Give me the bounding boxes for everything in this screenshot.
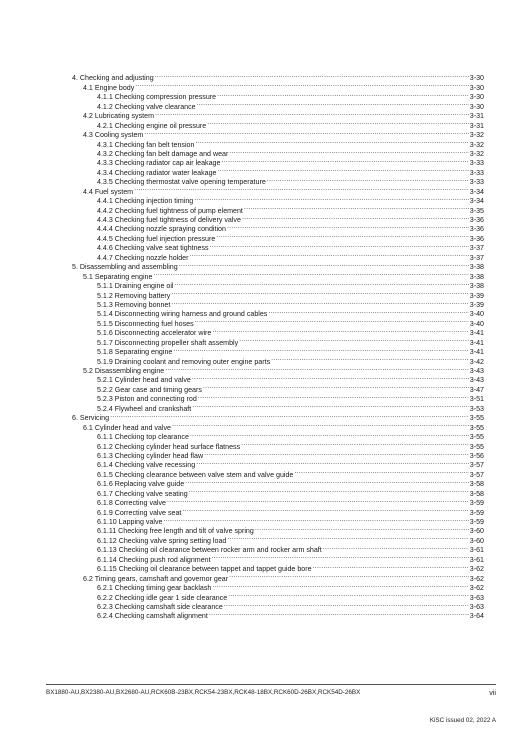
toc-entry-title: 5. Disassembling and assembling: [72, 263, 178, 272]
toc-entry-page: 3-47: [469, 385, 484, 394]
toc-entry-title: 4.2 Lubricating system: [83, 112, 154, 121]
toc-dot-leader: [207, 118, 469, 127]
toc-dot-leader: [192, 401, 469, 410]
toc-dot-leader: [167, 496, 469, 505]
toc-entry-page: 3-33: [469, 168, 484, 177]
toc-dot-leader: [221, 156, 468, 165]
toc-dot-leader: [195, 137, 468, 146]
toc-dot-leader: [196, 458, 469, 467]
toc-entry-title: 4.4.2 Checking fuel tightness of pump element: [97, 206, 243, 215]
toc-dot-leader: [155, 71, 469, 80]
toc-dot-leader: [171, 288, 468, 297]
toc-entry-page: 3-43: [469, 376, 484, 385]
toc-entry-title: 5.1 Separating engine: [83, 272, 153, 281]
toc-entry-title: 5.1.3 Removing bonnet: [97, 300, 171, 309]
toc-entry-page: 3-58: [469, 480, 484, 489]
toc-entry-page: 3-32: [469, 149, 484, 158]
toc-entry-title: 4.4.3 Checking fuel tightness of delivery valve: [97, 216, 241, 224]
toc-entry-title: 5.2.3 Piston and connecting rod: [97, 395, 197, 404]
toc-entry-page: 3-51: [469, 395, 484, 404]
toc-dot-leader: [227, 222, 469, 231]
toc-entry-page: 3-61: [469, 555, 484, 564]
toc-entry-title: 6. Servicing: [72, 414, 110, 423]
toc-entry-page: 3-59: [469, 508, 484, 517]
toc-entry-title: 6.1 Cylinder head and valve: [83, 423, 171, 432]
toc-dot-leader: [212, 581, 468, 590]
toc-entry-page: 3-40: [469, 310, 484, 319]
toc-dot-leader: [192, 373, 469, 382]
toc-entry-page: 3-30: [469, 74, 484, 83]
toc-dot-leader: [153, 269, 468, 278]
toc-entry-title: 6.1.14 Checking push rod alignment: [97, 555, 211, 564]
toc-entry-page: 3-62: [469, 565, 484, 574]
toc-entry-page: 3-41: [469, 338, 484, 347]
toc-dot-leader: [179, 260, 469, 269]
toc-entry-page: 3-53: [469, 404, 484, 413]
toc-entry-title: 6.2.1 Checking timing gear backlash: [97, 584, 212, 593]
toc-entry-page: 3-58: [469, 489, 484, 498]
toc-entry-page: 3-37: [469, 253, 484, 262]
toc-entry-page: 3-55: [469, 442, 484, 451]
toc-entry-title: 6.2.3 Checking camshaft side clearance: [97, 602, 223, 611]
toc-dot-leader: [182, 505, 468, 514]
toc-entry-title: 6.1.9 Correcting valve seat: [97, 508, 182, 517]
toc-dot-leader: [185, 477, 469, 486]
toc-entry-page: 3-30: [469, 83, 484, 92]
toc-entry-title: 4.4.7 Checking nozzle holder: [97, 253, 189, 262]
toc-entry-title: 4. Checking and adjusting: [72, 74, 154, 83]
toc-entry-title: 5.1.6 Disconnecting accelerator wire: [97, 329, 212, 338]
toc-entry-page: 3-56: [469, 451, 484, 460]
toc-entry-page: 3-38: [469, 282, 484, 291]
toc-dot-leader: [239, 335, 469, 344]
toc-entry-title: 6.2 Timing gears, camshaft and governor gear: [83, 574, 229, 583]
toc-entry-title: 5.1.9 Draining coolant and removing outer engine parts: [97, 357, 271, 366]
toc-entry-title: 5.1.8 Separating engine: [97, 348, 173, 357]
toc-entry-title: 6.1.2 Checking cylinder head surface flatness: [97, 442, 241, 451]
toc-dot-leader: [171, 298, 468, 307]
toc-entry-title: 4.4.4 Checking nozzle spraying condition: [97, 225, 226, 234]
toc-entry-page: 3-55: [469, 414, 484, 423]
toc-dot-leader: [209, 609, 469, 618]
toc-dot-leader: [144, 128, 468, 137]
toc-entry-title: 4.1.2 Checking valve clearance: [97, 102, 196, 111]
toc-entry-page: 3-43: [469, 367, 484, 375]
toc-dot-leader: [203, 382, 469, 391]
toc-entry-page: 3-32: [469, 140, 484, 149]
toc-entry-page: 3-33: [469, 178, 484, 187]
toc-dot-leader: [134, 184, 469, 193]
toc-dot-leader: [155, 109, 469, 118]
toc-entry-page: 3-41: [469, 329, 484, 338]
toc-entry-page: 3-63: [469, 593, 484, 602]
toc-entry-title: 6.1.4 Checking valve recessing: [97, 461, 196, 470]
toc-entry-title: 5.1.7 Disconnecting propeller shaft assembly: [97, 338, 239, 347]
toc-entry-title: 5.2.4 Flywheel and crankshaft: [97, 404, 192, 413]
toc-dot-leader: [228, 590, 469, 599]
toc-entry-page: 3-34: [469, 187, 484, 196]
toc-entry-page: 3-41: [469, 348, 484, 357]
toc-dot-leader: [165, 364, 469, 373]
toc-entry-title: 4.4.1 Checking injection timing: [97, 197, 194, 206]
toc-entry-title: 6.1.15 Checking oil clearance between tappet and tappet guide bore: [97, 565, 312, 574]
toc-dot-leader: [217, 90, 469, 99]
issue-note: KiSC issued 02, 2022 A: [429, 717, 496, 724]
toc-entry-title: 4.4.6 Checking valve seat tightness: [97, 244, 209, 253]
toc-dot-leader: [224, 600, 469, 609]
toc-entry-page: 3-34: [469, 197, 484, 206]
toc-entry-title: 6.1.7 Checking valve seating: [97, 489, 188, 498]
toc-dot-leader: [242, 213, 469, 222]
table-of-contents: [72, 71, 484, 621]
toc-dot-leader: [255, 524, 469, 533]
toc-dot-leader: [173, 345, 468, 354]
toc-dot-leader: [268, 307, 468, 316]
toc-dot-leader: [190, 250, 469, 259]
toc-dot-leader: [172, 420, 469, 429]
toc-entry-page: 3-59: [469, 518, 484, 526]
footer-divider: [46, 684, 496, 685]
toc-entry-page: 3-60: [469, 527, 484, 536]
toc-dot-leader: [210, 241, 469, 250]
toc-entry-title: 4.3 Cooling system: [83, 131, 144, 140]
toc-entry-page: 3-62: [469, 584, 484, 593]
toc-entry-page: 3-32: [469, 131, 484, 140]
toc-entry-title: 6.1.6 Replacing valve guide: [97, 480, 185, 489]
toc-entry-title: 5.1.5 Disconnecting fuel hoses: [97, 319, 194, 328]
toc-dot-leader: [267, 175, 469, 184]
toc-entry-page: 3-55: [469, 433, 484, 442]
toc-dot-leader: [271, 354, 469, 363]
toc-entry[interactable]: [72, 71, 484, 83]
toc-entry-title: 4.3.3 Checking radiator cap air leakage: [97, 159, 221, 168]
toc-dot-leader: [189, 486, 469, 495]
toc-entry-title: 6.1.11 Checking free length and tilt of valve spring: [97, 527, 254, 536]
toc-entry-page: 3-38: [469, 263, 484, 272]
toc-entry-title: 6.1.12 Checking valve spring setting load: [97, 536, 227, 545]
toc-entry[interactable]: [72, 411, 484, 423]
toc-entry-page: 3-36: [469, 225, 484, 234]
toc-entry[interactable]: [72, 420, 484, 432]
toc-entry-page: 3-31: [469, 121, 484, 130]
toc-dot-leader: [175, 279, 469, 288]
toc-entry-title: 4.1 Engine body: [83, 83, 135, 92]
toc-entry-title: 5.2.1 Cylinder head and valve: [97, 376, 191, 385]
toc-entry-page: 3-38: [469, 272, 484, 281]
toc-entry-page: 3-63: [469, 602, 484, 611]
toc-dot-leader: [241, 439, 469, 448]
toc-dot-leader: [163, 515, 468, 524]
toc-entry-title: 6.1.10 Lapping valve: [97, 518, 163, 526]
toc-entry-page: 3-59: [469, 499, 484, 508]
toc-entry-page: 3-31: [469, 112, 484, 121]
toc-entry-title: 6.1.8 Correcting valve: [97, 499, 167, 508]
toc-entry-page: 3-57: [469, 470, 484, 479]
toc-dot-leader: [204, 449, 469, 458]
toc-dot-leader: [197, 99, 469, 108]
toc-entry-title: 5.1.1 Draining engine oil: [97, 282, 174, 291]
toc-entry-page: 3-37: [469, 244, 484, 253]
toc-entry-page: 3-61: [469, 546, 484, 555]
toc-entry-page: 3-40: [469, 319, 484, 328]
toc-dot-leader: [212, 552, 469, 561]
toc-dot-leader: [217, 165, 468, 174]
toc-dot-leader: [227, 533, 468, 542]
toc-entry-page: 3-57: [469, 461, 484, 470]
toc-entry-page: 3-62: [469, 574, 484, 583]
toc-entry-title: 6.1.5 Checking clearance between valve stem and valve guide: [97, 470, 294, 479]
toc-entry-title: 4.3.5 Checking thermostat valve opening temperature: [97, 178, 266, 187]
toc-entry-page: 3-39: [469, 300, 484, 309]
toc-dot-leader: [229, 571, 469, 580]
toc-entry-title: 6.2.2 Checking idle gear 1 side clearance: [97, 593, 228, 602]
toc-dot-leader: [194, 194, 469, 203]
toc-entry-title: 4.3.1 Checking fan belt tension: [97, 140, 195, 149]
toc-dot-leader: [313, 562, 469, 571]
toc-entry-title: 6.2.4 Checking camshaft alignment: [97, 612, 208, 621]
toc-entry-page: 3-60: [469, 536, 484, 545]
toc-entry-page: 3-33: [469, 159, 484, 168]
toc-entry-title: 4.4 Fuel system: [83, 187, 134, 196]
toc-entry-page: 3-64: [469, 612, 484, 621]
toc-entry-title: 4.1.1 Checking compression pressure: [97, 93, 217, 102]
toc-entry-title: 4.3.2 Checking fan belt damage and wear: [97, 149, 229, 158]
toc-dot-leader: [198, 392, 469, 401]
toc-entry-title: 6.1.13 Checking oil clearance between rocker arm and rocker arm shaft: [97, 546, 322, 555]
toc-dot-leader: [244, 203, 469, 212]
toc-entry[interactable]: [72, 194, 484, 206]
toc-entry-page: 3-55: [469, 423, 484, 432]
toc-entry-page: 3-30: [469, 93, 484, 102]
toc-dot-leader: [195, 316, 469, 325]
toc-entry[interactable]: [72, 184, 484, 196]
toc-entry-title: 5.1.2 Removing battery: [97, 291, 171, 300]
toc-entry-page: 3-36: [469, 234, 484, 243]
toc-dot-leader: [212, 326, 468, 335]
toc-entry-title: 6.1.3 Checking cylinder head flaw: [97, 451, 204, 460]
toc-dot-leader: [135, 80, 469, 89]
toc-entry-title: 5.1.4 Disconnecting wiring harness and ground cables: [97, 310, 268, 319]
toc-dot-leader: [190, 430, 469, 439]
page-number: vii: [489, 688, 496, 697]
toc-dot-leader: [216, 231, 468, 240]
toc-entry-title: 6.1.1 Checking top clearance: [97, 433, 189, 442]
footer-model-list: BX1880-AU,BX2380-AU,BX2680-AU,RCK60B-23BX,RCK54-23BX,RCK48-18BX,RCK60D-26BX,RCK54D-26BX: [46, 689, 361, 696]
toc-entry-title: 4.2.1 Checking engine oil pressure: [97, 121, 207, 130]
toc-dot-leader: [110, 411, 469, 420]
toc-entry-title: 4.4.5 Checking fuel injection pressure: [97, 234, 216, 243]
toc-entry-title: 5.2.2 Gear case and timing gears: [97, 385, 202, 394]
toc-entry-title: 5.2 Disassembling engine: [83, 367, 165, 375]
toc-dot-leader: [323, 543, 469, 552]
toc-dot-leader: [294, 467, 468, 476]
toc-entry-page: 3-42: [469, 357, 484, 366]
toc-entry-title: 4.3.4 Checking radiator water leakage: [97, 168, 217, 177]
toc-entry-page: 3-35: [469, 206, 484, 215]
toc-entry-page: 3-39: [469, 291, 484, 300]
toc-entry-page: 3-36: [469, 216, 484, 224]
toc-dot-leader: [229, 147, 468, 156]
toc-entry-page: 3-30: [469, 102, 484, 111]
